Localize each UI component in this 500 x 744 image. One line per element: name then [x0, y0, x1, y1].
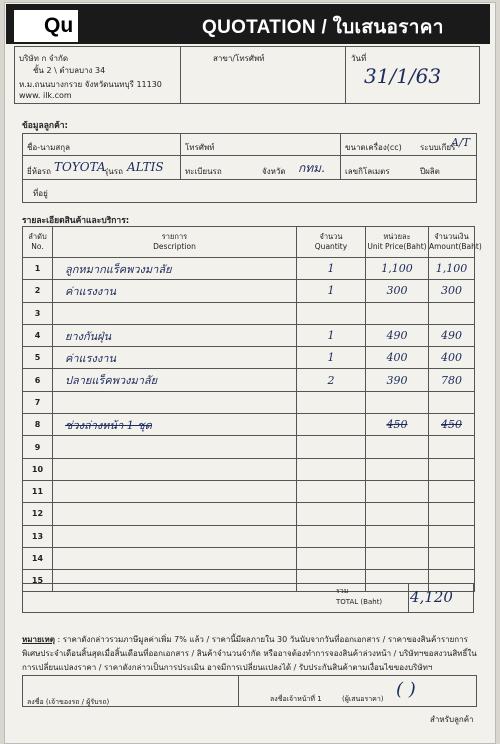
car-model-label: รุ่นรถ: [104, 167, 123, 176]
row-description: ค่าแรงงาน: [53, 280, 297, 302]
row-description: [53, 525, 297, 547]
row-amount: 450: [429, 414, 475, 436]
row-amount: [429, 503, 475, 525]
row-number: 14: [23, 547, 53, 569]
col-header-description: รายการ Description: [53, 227, 297, 258]
row-quantity: [297, 503, 366, 525]
total-label: [336, 586, 382, 608]
car-model-value: ALTIS: [127, 160, 164, 174]
row-description: ลูกหมากแร็คพวงมาลัย: [53, 258, 297, 280]
row-number: 4: [23, 324, 53, 346]
row-description: [53, 547, 297, 569]
row-quantity: [297, 525, 366, 547]
table-row: [23, 480, 475, 502]
row-unit-price: [366, 436, 429, 458]
plate-label: ทะเบียนรถ: [185, 167, 222, 176]
table-row: [23, 280, 475, 302]
customer-col-divider: [180, 133, 181, 180]
row-unit-price: 300: [366, 280, 429, 302]
row-number: 6: [23, 369, 53, 391]
customer-name-label: ชื่อ-นามสกุล: [27, 143, 70, 152]
total-label-en: TOTAL (Baht): [336, 598, 383, 606]
row-quantity: 1: [297, 324, 366, 346]
row-quantity: [297, 547, 366, 569]
row-quantity: 2: [297, 369, 366, 391]
signature-divider: [238, 675, 239, 707]
customer-section-title: ข้อมูลลูกค้า:: [22, 121, 68, 131]
row-amount: [429, 480, 475, 502]
row-amount: 400: [429, 347, 475, 369]
staff-signature-label: ลงชื่อเจ้าหน้าที่ 1: [270, 695, 322, 703]
terms-note: [22, 633, 477, 675]
table-row: [23, 369, 475, 391]
row-description: ยางกันฝุ่น: [53, 324, 297, 346]
row-amount: [429, 458, 475, 480]
row-description: [53, 436, 297, 458]
company-address-2: ห.ม.ถนนบางกรวย จังหวัดนนทบุรี 11130: [19, 80, 162, 89]
row-number: 8: [23, 414, 53, 436]
row-quantity: [297, 480, 366, 502]
row-amount: 1,100: [429, 258, 475, 280]
row-unit-price: 390: [366, 369, 429, 391]
table-row: [23, 458, 475, 480]
row-unit-price: [366, 302, 429, 324]
row-number: 5: [23, 347, 53, 369]
company-logo: Qu: [14, 10, 78, 42]
gear-label: ระบบเกียร์: [420, 143, 456, 152]
row-unit-price: [366, 525, 429, 547]
row-unit-price: 1,100: [366, 258, 429, 280]
items-section-title: รายละเอียดสินค้าและบริการ:: [22, 216, 130, 226]
company-website: www. ilk.com: [19, 91, 72, 100]
table-row: [23, 324, 475, 346]
staff-signature: ( ): [396, 679, 416, 700]
copy-label: สำหรับลูกค้า: [430, 715, 474, 724]
row-number: 12: [23, 503, 53, 525]
row-amount: 780: [429, 369, 475, 391]
total-divider: [408, 583, 409, 613]
total-row: [22, 583, 474, 613]
row-description: [53, 391, 297, 413]
table-row: [23, 347, 475, 369]
row-unit-price: 450: [366, 414, 429, 436]
car-brand-label: ยี่ห้อรถ: [27, 167, 51, 176]
row-description: ช่วงล่างหน้า 1 ชุด: [53, 414, 297, 436]
row-number: 13: [23, 525, 53, 547]
row-number: 11: [23, 480, 53, 502]
row-unit-price: [366, 391, 429, 413]
customer-phone-label: โทรศัพท์: [185, 143, 215, 152]
row-quantity: [297, 302, 366, 324]
row-quantity: [297, 458, 366, 480]
company-name: บริษัท ก จำกัด: [19, 54, 69, 63]
table-row: [23, 302, 475, 324]
row-unit-price: [366, 503, 429, 525]
table-row: [23, 503, 475, 525]
total-value: 4,120: [410, 588, 453, 606]
row-quantity: [297, 414, 366, 436]
row-number: 15: [23, 570, 53, 592]
row-amount: [429, 547, 475, 569]
date-value: 31/1/63: [364, 64, 442, 88]
row-unit-price: 400: [366, 347, 429, 369]
table-row: [23, 391, 475, 413]
year-label: ปีผลิต: [420, 167, 440, 176]
row-unit-price: [366, 458, 429, 480]
company-address-1: ชั้น 2 \ ตำบลบาง 34: [33, 66, 106, 75]
items-table: [22, 226, 482, 592]
quotation-header: [6, 4, 490, 44]
row-number: 2: [23, 280, 53, 302]
items-table-header: [23, 227, 475, 258]
row-number: 3: [23, 302, 53, 324]
row-number: 1: [23, 258, 53, 280]
col-header-quantity: จำนวน Quantity: [297, 227, 366, 258]
province-label: จังหวัด: [262, 167, 286, 176]
row-unit-price: [366, 480, 429, 502]
row-quantity: 1: [297, 280, 366, 302]
gear-value: A/T: [451, 136, 470, 149]
date-label: วันที่: [351, 54, 367, 63]
row-amount: [429, 391, 475, 413]
row-description: [53, 302, 297, 324]
row-number: 7: [23, 391, 53, 413]
row-quantity: 1: [297, 347, 366, 369]
province-value: กทม.: [298, 161, 325, 175]
row-description: [53, 480, 297, 502]
table-row: [23, 258, 475, 280]
branch-label: สาขา/โทรศัพท์: [213, 54, 265, 63]
row-amount: 300: [429, 280, 475, 302]
table-row: [23, 525, 475, 547]
row-description: ปลายแร็คพวงมาลัย: [53, 369, 297, 391]
row-quantity: 1: [297, 258, 366, 280]
customer-signature-label: ลงชื่อ (เจ้าของรถ / ผู้รับรถ): [27, 698, 110, 706]
col-header-no: ลำดับ No.: [23, 227, 53, 258]
row-quantity: [297, 391, 366, 413]
row-description: ค่าแรงงาน: [53, 347, 297, 369]
mileage-label: เลขกิโลเมตร: [345, 167, 390, 176]
row-amount: [429, 302, 475, 324]
document-title: QUOTATION / ใบเสนอราคา: [202, 17, 444, 38]
col-header-unit-price: หน่วยละ Unit Price(Baht): [366, 227, 429, 258]
table-row: [23, 547, 475, 569]
total-label-th: รวม: [336, 587, 349, 595]
row-unit-price: 490: [366, 324, 429, 346]
row-quantity: [297, 436, 366, 458]
col-header-amount: จำนวนเงิน Amount(Baht): [429, 227, 475, 258]
row-amount: [429, 525, 475, 547]
staff-role-label: (ผู้เสนอราคา): [342, 695, 384, 703]
car-brand-value: TOYOTA: [54, 160, 106, 174]
note-title: หมายเหตุ: [22, 635, 55, 644]
row-description: [53, 458, 297, 480]
engine-size-label: ขนาดเครื่อง(cc): [345, 143, 402, 152]
row-amount: [429, 436, 475, 458]
row-number: 9: [23, 436, 53, 458]
address-label: ที่อยู่: [33, 189, 48, 198]
table-row: [23, 436, 475, 458]
table-row: [23, 414, 475, 436]
row-amount: 490: [429, 324, 475, 346]
note-text: : ราคาดังกล่าวรวมภาษีมูลค่าเพิ่ม 7% แล้ว / ราคานี้มีผลภายใน 30 วันนับจากวันที่ออกเอกสาร / ราคาของสินค้ารายการพิเศษประจำเดือนสิ้นสุดเมื่อสิ้นเดือนที่ออกเอกสาร / สินค้าจำนวนจำกัด หรืออาจต้องทำการจองสินค้าล่วงหน้า / บริษัทฯขอสงวนสิทธิ์ในการเปลี่ยนแปลงราคา / ราคาดังกล่าวเป็นการประเมิน อาจมีการเปลี่ยนแปลงได้ / รับประกันสินค้าตามเงื่อนไขของบริษัทฯ: [22, 635, 477, 672]
row-unit-price: [366, 547, 429, 569]
row-number: 10: [23, 458, 53, 480]
customer-col-divider: [340, 133, 341, 180]
row-description: [53, 503, 297, 525]
